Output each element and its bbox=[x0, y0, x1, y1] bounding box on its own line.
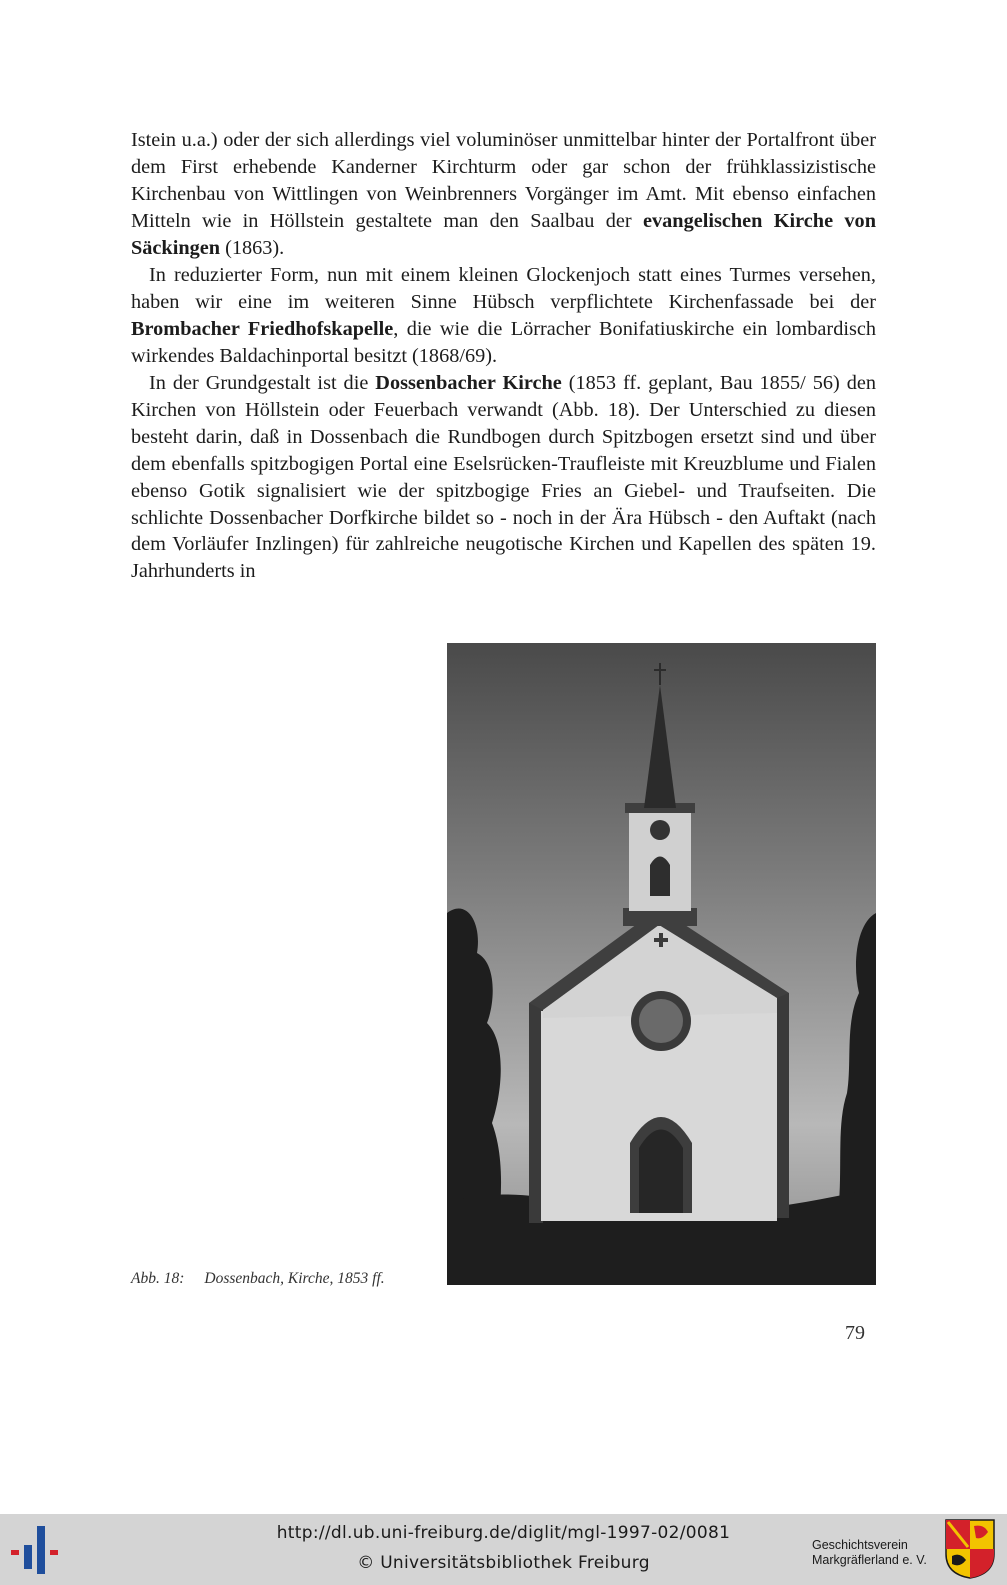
paragraph-text: In der Grundgestalt ist die bbox=[149, 372, 376, 394]
society-name bbox=[812, 1538, 927, 1568]
figure-caption bbox=[131, 1270, 385, 1288]
page-number: 79 bbox=[845, 1322, 865, 1344]
paragraph-text: In reduzierter Form, nun mit einem kleinen Glockenjoch statt eines Turmes versehen, haben wir eine im weiteren Sinne Hübsch verpflichtete Kirchenfassade bei der bbox=[131, 264, 876, 313]
bold-church-name: evangelischen Kirche von Säckingen bbox=[131, 209, 876, 259]
paragraph-text: (1863). bbox=[220, 236, 285, 259]
church-photo-image bbox=[447, 643, 876, 1285]
paragraph bbox=[131, 370, 876, 585]
society-crest-icon bbox=[944, 1518, 996, 1580]
paragraph-text: Istein u.a.) oder der sich allerdings viel voluminöser unmittelbar hinter der Portalfront über dem First erhebende Kanderner Kirchturm oder gar schon der frühklassizistische Kirchenbau von Wittlingen von Weinbrenners Vorgänger im Amt. Mit ebenso einfachen Mitteln wie in Höllstein gestaltete man den Saalbau der bbox=[131, 129, 876, 232]
caption-text: Dossenbach, Kirche, 1853 ff. bbox=[204, 1270, 385, 1287]
society-name-line2: Markgräflerland e. V. bbox=[812, 1553, 927, 1567]
church-photo bbox=[447, 643, 876, 1285]
footer-copyright: © Universitätsbibliothek Freiburg bbox=[357, 1553, 650, 1573]
paragraph bbox=[131, 262, 876, 370]
footer-bar bbox=[0, 1514, 1007, 1585]
bold-church-name: Dossenbacher Kirche bbox=[375, 372, 562, 394]
paragraph-text: (1853 ff. geplant, Bau 1855/ 56) den Kirchen von Höllstein oder Feuerbach verwandt (Abb. 18). Der Unterschied zu diesen besteht darin, daß in Dossenbach die Rundbogen durch Spitzbogen ersetzt sind und über dem ebenfalls spitzbogigen Portal eine Eselsrücken-Traufleiste mit Kreuzblume und Fialen ebenso Gotik signalisiert wie der spitzbogige Fries an Giebel- und Traufseiten. Die schlichte Dossenbacher Dorfkirche bildet so - noch in der Ära Hübsch - den Auftakt (nach dem Vorläufer Inzlingen) für zahlreiche neugotische Kirchen und Kapellen des späten 19. Jahrhunderts in bbox=[131, 372, 876, 583]
footer-url[interactable]: http://dl.ub.uni-freiburg.de/diglit/mgl-1997-02/0081 bbox=[276, 1523, 731, 1543]
society-name-line1: Geschichtsverein bbox=[812, 1538, 908, 1552]
caption-label: Abb. 18: bbox=[131, 1270, 185, 1287]
bold-church-name: Brombacher Friedhofskapelle bbox=[131, 317, 394, 340]
paragraph bbox=[131, 127, 876, 262]
paragraph-text: , die wie die Lörracher Bonifatiuskirche ein lombardisch wirkendes Baldachinportal besitzt (1868/69). bbox=[131, 317, 876, 367]
